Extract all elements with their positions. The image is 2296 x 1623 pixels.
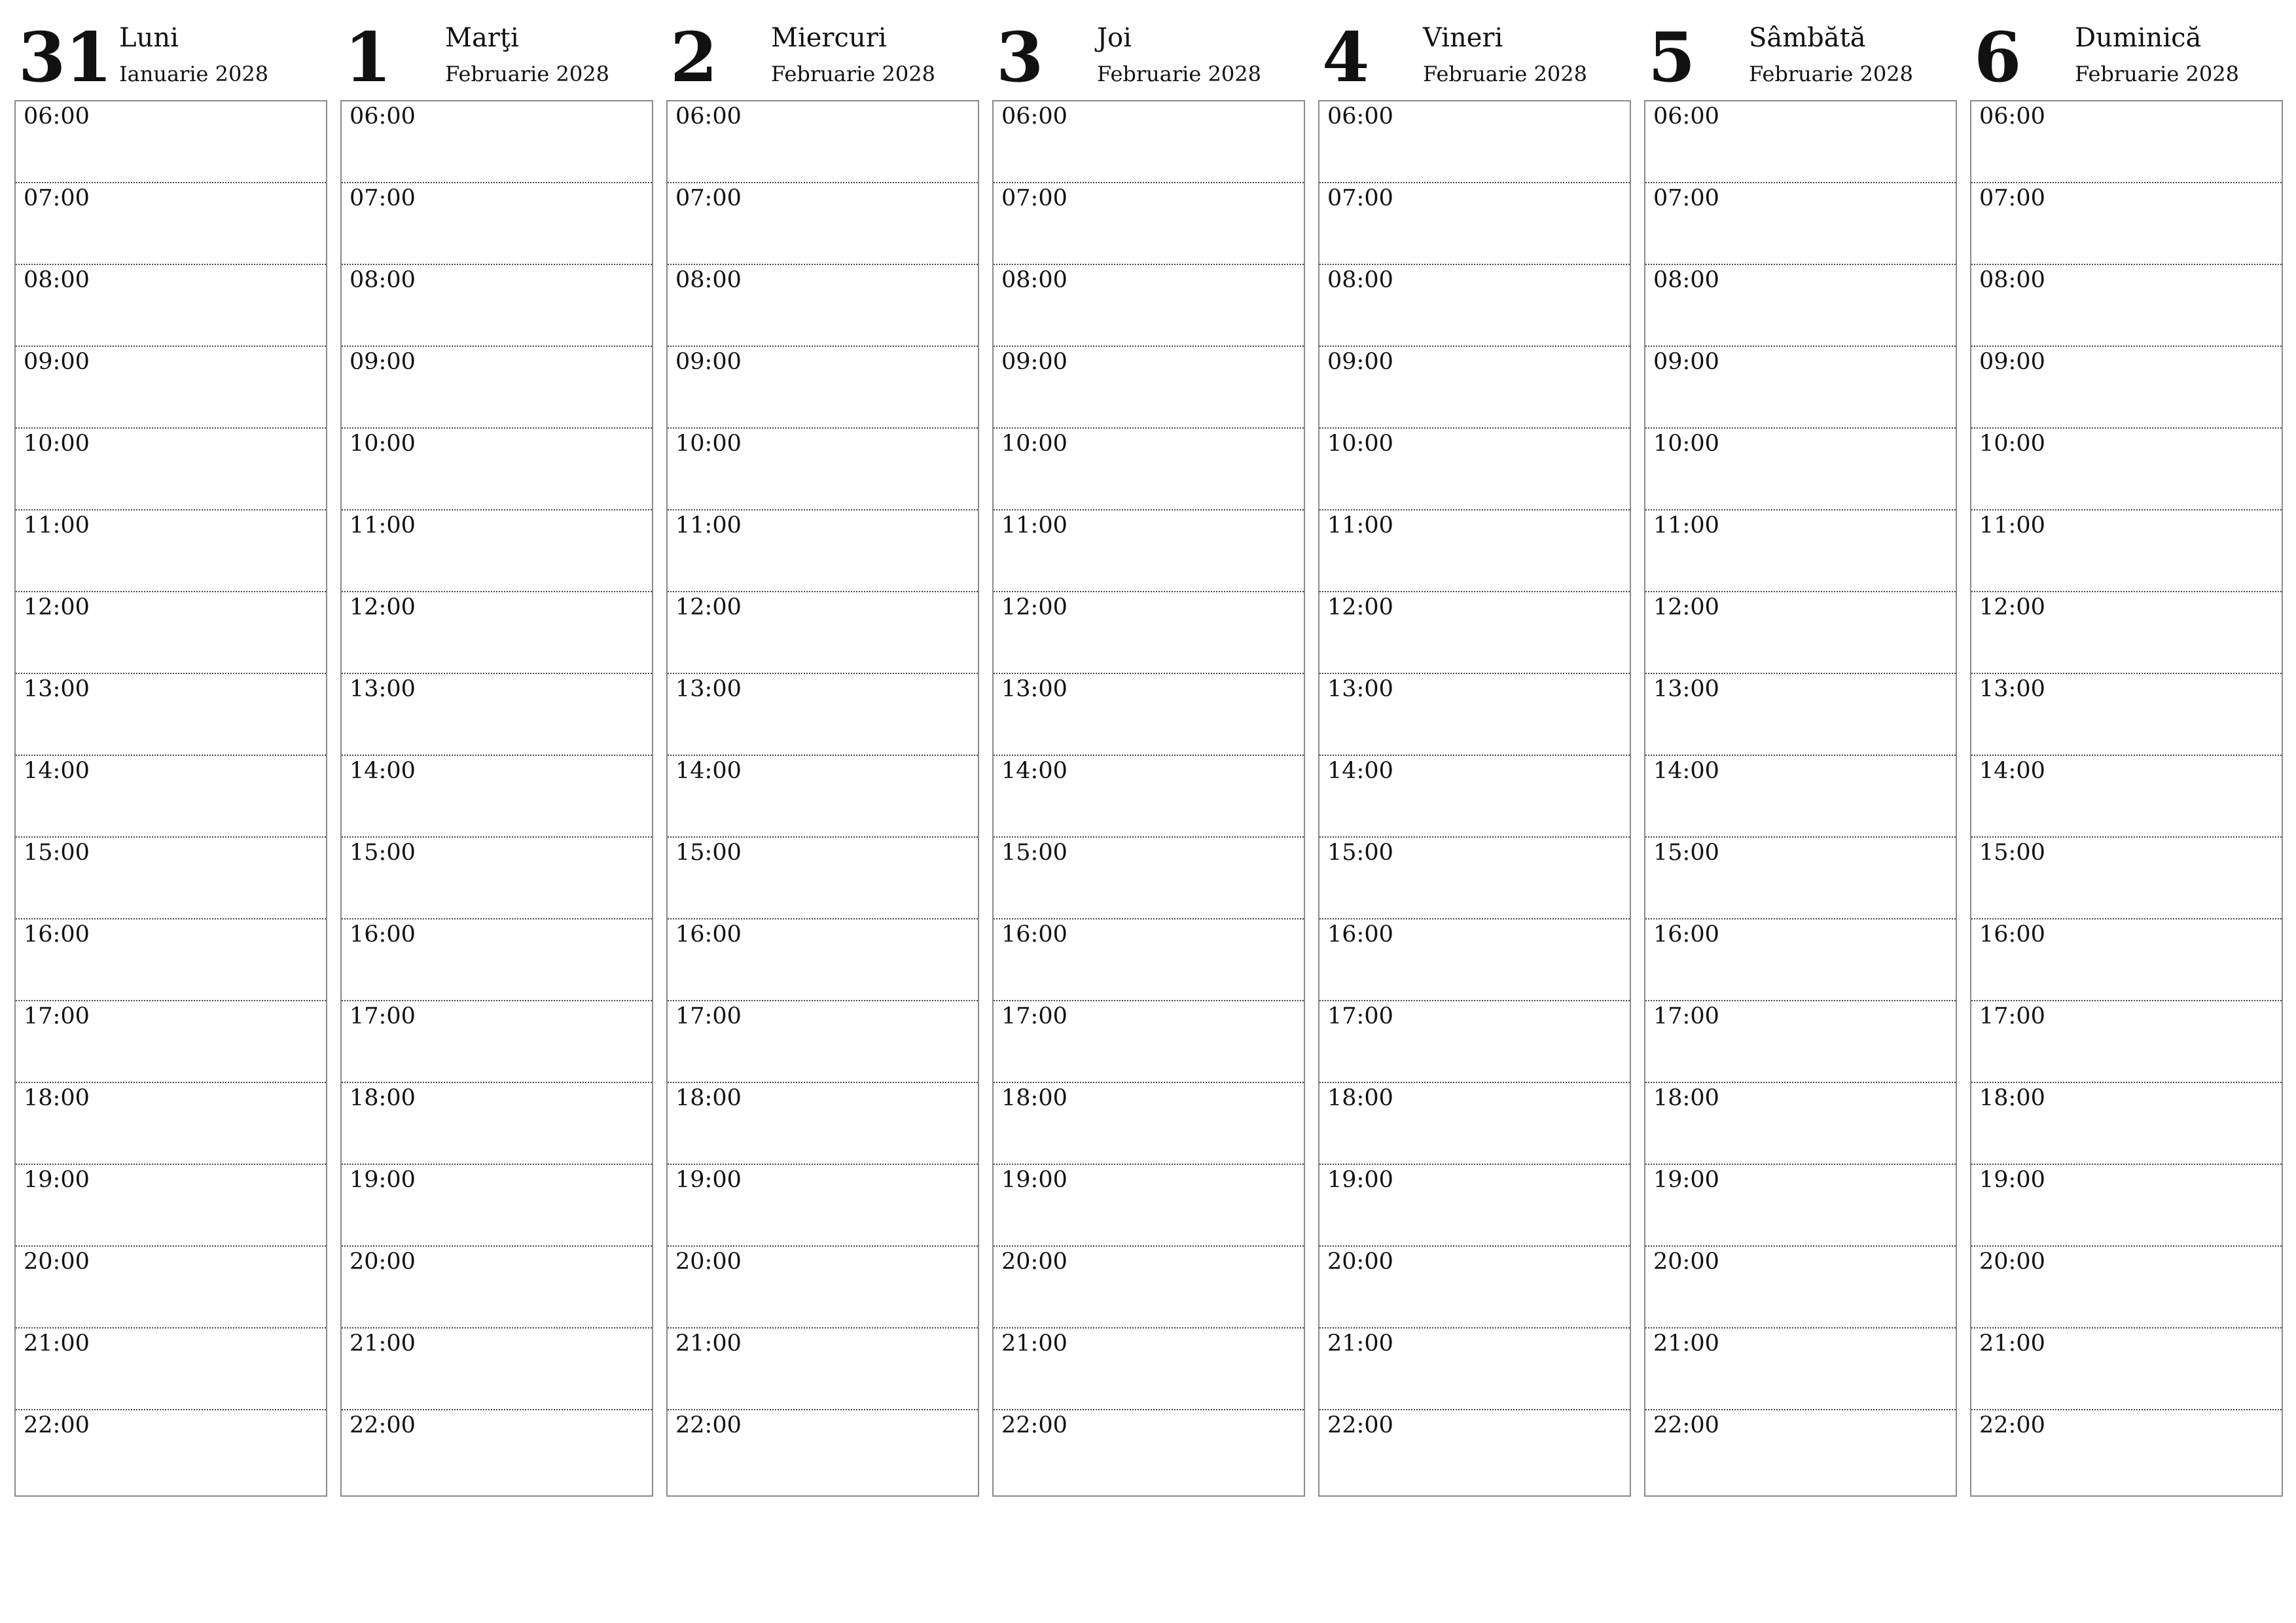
hour-label: 19:00 — [1327, 1167, 1393, 1193]
hour-label: 06:00 — [24, 103, 90, 130]
hour-slot[interactable] — [16, 756, 326, 838]
hour-label: 08:00 — [1653, 267, 1719, 293]
month-label: Ianuarie 2028 — [119, 62, 269, 86]
hour-label: 08:00 — [24, 267, 90, 293]
hour-slot[interactable] — [1645, 510, 1956, 592]
hour-label: 18:00 — [350, 1085, 416, 1111]
hour-label: 11:00 — [1653, 512, 1719, 539]
hour-label: 17:00 — [1001, 1003, 1067, 1029]
hour-slot[interactable] — [668, 674, 978, 756]
hour-label: 17:00 — [1653, 1003, 1719, 1029]
hour-slot[interactable] — [342, 1001, 652, 1083]
hour-label: 12:00 — [1653, 594, 1719, 620]
hour-slot[interactable] — [1971, 1001, 2282, 1083]
hour-slot[interactable] — [1971, 265, 2282, 347]
hour-label: 09:00 — [675, 349, 742, 375]
hour-label: 07:00 — [1001, 185, 1067, 211]
hour-slot[interactable] — [342, 674, 652, 756]
hour-slot[interactable] — [342, 838, 652, 919]
hour-slot[interactable] — [16, 429, 326, 510]
hour-label: 14:00 — [1001, 758, 1067, 784]
hour-slot[interactable] — [1645, 429, 1956, 510]
hour-slot[interactable] — [668, 101, 978, 183]
hour-label: 21:00 — [675, 1330, 742, 1357]
hour-label: 06:00 — [1001, 103, 1067, 130]
hour-label: 19:00 — [1001, 1167, 1067, 1193]
hour-slot[interactable] — [16, 101, 326, 183]
hour-label: 15:00 — [1653, 840, 1719, 866]
hour-slot[interactable] — [668, 183, 978, 265]
hour-slot[interactable] — [16, 838, 326, 919]
hour-label: 19:00 — [1979, 1167, 2045, 1193]
hour-label: 22:00 — [350, 1412, 416, 1438]
hour-slot[interactable] — [16, 1410, 326, 1495]
hour-slot[interactable] — [994, 429, 1304, 510]
hour-label: 18:00 — [24, 1085, 90, 1111]
hour-label: 06:00 — [675, 103, 742, 130]
hour-label: 06:00 — [1327, 103, 1393, 130]
hour-label: 10:00 — [675, 431, 742, 457]
hour-slot[interactable] — [1645, 1001, 1956, 1083]
hour-slot[interactable] — [994, 1083, 1304, 1165]
hour-label: 12:00 — [350, 594, 416, 620]
hour-slot[interactable] — [1645, 347, 1956, 429]
hour-grid — [1970, 100, 2283, 1497]
day-name: Vineri — [1423, 23, 1503, 53]
hour-label: 11:00 — [350, 512, 416, 539]
hour-slot[interactable] — [16, 674, 326, 756]
hour-slot[interactable] — [342, 183, 652, 265]
hour-slot[interactable] — [994, 510, 1304, 592]
hour-slot[interactable] — [16, 1001, 326, 1083]
hour-slot[interactable] — [1645, 756, 1956, 838]
hour-label: 16:00 — [1001, 921, 1067, 948]
hour-slot[interactable] — [1971, 592, 2282, 674]
hour-label: 12:00 — [1979, 594, 2045, 620]
hour-slot[interactable] — [1645, 919, 1956, 1001]
hour-label: 16:00 — [1653, 921, 1719, 948]
hour-slot[interactable] — [1319, 674, 1630, 756]
day-name: Marţi — [445, 23, 519, 53]
hour-label: 16:00 — [1327, 921, 1393, 948]
hour-label: 07:00 — [1653, 185, 1719, 211]
hour-label: 14:00 — [350, 758, 416, 784]
day-number: 2 — [670, 17, 717, 98]
hour-label: 20:00 — [1001, 1249, 1067, 1275]
hour-label: 21:00 — [1653, 1330, 1719, 1357]
hour-label: 07:00 — [675, 185, 742, 211]
hour-label: 09:00 — [1979, 349, 2045, 375]
hour-label: 20:00 — [24, 1249, 90, 1275]
hour-label: 11:00 — [1979, 512, 2045, 539]
hour-label: 18:00 — [1001, 1085, 1067, 1111]
hour-label: 15:00 — [24, 840, 90, 866]
hour-slot[interactable] — [994, 183, 1304, 265]
hour-label: 17:00 — [1979, 1003, 2045, 1029]
hour-slot[interactable] — [994, 1329, 1304, 1410]
hour-label: 19:00 — [1653, 1167, 1719, 1193]
hour-slot[interactable] — [1319, 592, 1630, 674]
hour-label: 16:00 — [1979, 921, 2045, 948]
hour-label: 10:00 — [1001, 431, 1067, 457]
day-name: Luni — [119, 23, 179, 53]
hour-label: 17:00 — [350, 1003, 416, 1029]
hour-grid — [340, 100, 653, 1497]
hour-label: 21:00 — [24, 1330, 90, 1357]
hour-label: 07:00 — [1979, 185, 2045, 211]
hour-slot[interactable] — [16, 265, 326, 347]
hour-label: 12:00 — [24, 594, 90, 620]
hour-label: 10:00 — [1327, 431, 1393, 457]
hour-label: 13:00 — [1327, 676, 1393, 702]
hour-slot[interactable] — [1645, 183, 1956, 265]
hour-slot[interactable] — [1319, 756, 1630, 838]
hour-label: 10:00 — [1979, 431, 2045, 457]
hour-slot[interactable] — [1319, 1329, 1630, 1410]
hour-slot[interactable] — [1645, 838, 1956, 919]
hour-label: 15:00 — [350, 840, 416, 866]
hour-slot[interactable] — [1645, 265, 1956, 347]
hour-slot[interactable] — [1645, 1247, 1956, 1329]
hour-slot[interactable] — [342, 1083, 652, 1165]
month-label: Februarie 2028 — [2075, 62, 2239, 86]
hour-label: 12:00 — [1001, 594, 1067, 620]
hour-label: 07:00 — [1327, 185, 1393, 211]
hour-slot[interactable] — [1971, 429, 2282, 510]
hour-slot[interactable] — [342, 1247, 652, 1329]
hour-label: 12:00 — [675, 594, 742, 620]
hour-label: 13:00 — [675, 676, 742, 702]
hour-label: 13:00 — [350, 676, 416, 702]
hour-slot[interactable] — [342, 101, 652, 183]
hour-slot[interactable] — [668, 838, 978, 919]
hour-label: 20:00 — [1979, 1249, 2045, 1275]
hour-label: 13:00 — [1001, 676, 1067, 702]
hour-label: 22:00 — [675, 1412, 742, 1438]
hour-grid — [1644, 100, 1957, 1497]
hour-slot[interactable] — [342, 429, 652, 510]
hour-label: 11:00 — [1001, 512, 1067, 539]
hour-label: 19:00 — [24, 1167, 90, 1193]
hour-slot[interactable] — [994, 838, 1304, 919]
hour-label: 14:00 — [1979, 758, 2045, 784]
hour-slot[interactable] — [1645, 1083, 1956, 1165]
hour-label: 13:00 — [24, 676, 90, 702]
hour-label: 17:00 — [1327, 1003, 1393, 1029]
hour-slot[interactable] — [1971, 101, 2282, 183]
day-name: Joi — [1097, 23, 1132, 53]
hour-label: 15:00 — [1001, 840, 1067, 866]
hour-slot[interactable] — [994, 1410, 1304, 1495]
hour-label: 17:00 — [24, 1003, 90, 1029]
hour-slot[interactable] — [1319, 838, 1630, 919]
hour-slot[interactable] — [668, 1001, 978, 1083]
month-label: Februarie 2028 — [1749, 62, 1913, 86]
hour-slot[interactable] — [668, 510, 978, 592]
hour-slot[interactable] — [668, 592, 978, 674]
hour-slot[interactable] — [16, 347, 326, 429]
hour-slot[interactable] — [342, 1165, 652, 1247]
hour-label: 09:00 — [24, 349, 90, 375]
hour-slot[interactable] — [1319, 1247, 1630, 1329]
hour-label: 18:00 — [1327, 1085, 1393, 1111]
hour-slot[interactable] — [1971, 510, 2282, 592]
hour-label: 06:00 — [1979, 103, 2045, 130]
hour-slot[interactable] — [1971, 674, 2282, 756]
hour-slot[interactable] — [668, 1247, 978, 1329]
month-label: Februarie 2028 — [1097, 62, 1261, 86]
day-name: Sâmbătă — [1749, 23, 1866, 53]
hour-label: 22:00 — [1327, 1412, 1393, 1438]
hour-label: 06:00 — [1653, 103, 1719, 130]
hour-label: 18:00 — [1653, 1085, 1719, 1111]
hour-label: 08:00 — [350, 267, 416, 293]
hour-label: 09:00 — [1001, 349, 1067, 375]
hour-label: 11:00 — [1327, 512, 1393, 539]
hour-slot[interactable] — [1319, 265, 1630, 347]
hour-slot[interactable] — [668, 347, 978, 429]
hour-label: 16:00 — [24, 921, 90, 948]
hour-slot[interactable] — [342, 592, 652, 674]
hour-slot[interactable] — [994, 1247, 1304, 1329]
hour-label: 19:00 — [675, 1167, 742, 1193]
hour-slot[interactable] — [668, 1165, 978, 1247]
hour-slot[interactable] — [668, 1329, 978, 1410]
hour-slot[interactable] — [1645, 1165, 1956, 1247]
hour-label: 15:00 — [1979, 840, 2045, 866]
hour-label: 07:00 — [24, 185, 90, 211]
hour-slot[interactable] — [1319, 919, 1630, 1001]
day-name: Duminică — [2075, 23, 2202, 53]
hour-slot[interactable] — [1645, 101, 1956, 183]
hour-slot[interactable] — [1319, 510, 1630, 592]
hour-label: 10:00 — [1653, 431, 1719, 457]
hour-label: 07:00 — [350, 185, 416, 211]
hour-label: 14:00 — [675, 758, 742, 784]
hour-label: 09:00 — [350, 349, 416, 375]
hour-slot[interactable] — [16, 510, 326, 592]
hour-slot[interactable] — [1319, 1083, 1630, 1165]
hour-slot[interactable] — [1645, 592, 1956, 674]
day-number: 1 — [344, 17, 391, 98]
hour-label: 20:00 — [675, 1249, 742, 1275]
hour-slot[interactable] — [1971, 919, 2282, 1001]
hour-label: 14:00 — [1653, 758, 1719, 784]
hour-label: 20:00 — [1327, 1249, 1393, 1275]
hour-slot[interactable] — [994, 101, 1304, 183]
hour-slot[interactable] — [342, 1410, 652, 1495]
hour-slot[interactable] — [16, 183, 326, 265]
hour-slot[interactable] — [16, 592, 326, 674]
hour-label: 08:00 — [1979, 267, 2045, 293]
hour-label: 14:00 — [1327, 758, 1393, 784]
hour-label: 22:00 — [1653, 1412, 1719, 1438]
hour-label: 08:00 — [1001, 267, 1067, 293]
hour-slot[interactable] — [994, 592, 1304, 674]
hour-slot[interactable] — [1319, 347, 1630, 429]
hour-label: 15:00 — [675, 840, 742, 866]
hour-label: 08:00 — [1327, 267, 1393, 293]
hour-slot[interactable] — [994, 674, 1304, 756]
hour-slot[interactable] — [1971, 1165, 2282, 1247]
hour-slot[interactable] — [1319, 101, 1630, 183]
hour-slot[interactable] — [342, 1329, 652, 1410]
hour-label: 13:00 — [1979, 676, 2045, 702]
hour-slot[interactable] — [1971, 838, 2282, 919]
day-number: 4 — [1322, 17, 1369, 98]
hour-label: 16:00 — [350, 921, 416, 948]
hour-slot[interactable] — [994, 347, 1304, 429]
hour-grid — [992, 100, 1305, 1497]
hour-slot[interactable] — [994, 1001, 1304, 1083]
hour-label: 16:00 — [675, 921, 742, 948]
hour-label: 10:00 — [24, 431, 90, 457]
hour-slot[interactable] — [1319, 429, 1630, 510]
hour-slot[interactable] — [1319, 1165, 1630, 1247]
day-name: Miercuri — [771, 23, 887, 53]
hour-label: 21:00 — [1979, 1330, 2045, 1357]
hour-slot[interactable] — [1319, 183, 1630, 265]
hour-slot[interactable] — [1971, 1247, 2282, 1329]
hour-slot[interactable] — [1971, 756, 2282, 838]
hour-label: 17:00 — [675, 1003, 742, 1029]
hour-slot[interactable] — [16, 1329, 326, 1410]
hour-slot[interactable] — [1971, 1410, 2282, 1495]
hour-slot[interactable] — [994, 919, 1304, 1001]
hour-grid — [14, 100, 327, 1497]
hour-slot[interactable] — [342, 756, 652, 838]
hour-label: 20:00 — [350, 1249, 416, 1275]
hour-slot[interactable] — [1319, 1410, 1630, 1495]
month-label: Februarie 2028 — [445, 62, 609, 86]
hour-label: 21:00 — [350, 1330, 416, 1357]
hour-label: 10:00 — [350, 431, 416, 457]
hour-grid — [1318, 100, 1631, 1497]
hour-label: 21:00 — [1327, 1330, 1393, 1357]
month-label: Februarie 2028 — [1423, 62, 1587, 86]
hour-slot[interactable] — [1971, 347, 2282, 429]
hour-slot[interactable] — [1971, 1329, 2282, 1410]
hour-slot[interactable] — [668, 265, 978, 347]
hour-label: 12:00 — [1327, 594, 1393, 620]
hour-slot[interactable] — [16, 1165, 326, 1247]
hour-label: 22:00 — [1979, 1412, 2045, 1438]
hour-slot[interactable] — [1971, 1083, 2282, 1165]
hour-label: 20:00 — [1653, 1249, 1719, 1275]
hour-slot[interactable] — [342, 347, 652, 429]
hour-slot[interactable] — [1971, 183, 2282, 265]
month-label: Februarie 2028 — [771, 62, 935, 86]
hour-label: 19:00 — [350, 1167, 416, 1193]
hour-slot[interactable] — [668, 1410, 978, 1495]
hour-slot[interactable] — [994, 756, 1304, 838]
hour-grid — [666, 100, 979, 1497]
hour-label: 18:00 — [675, 1085, 742, 1111]
hour-slot[interactable] — [1319, 1001, 1630, 1083]
hour-label: 22:00 — [1001, 1412, 1067, 1438]
day-number: 31 — [18, 17, 112, 98]
hour-slot[interactable] — [16, 1083, 326, 1165]
hour-label: 11:00 — [24, 512, 90, 539]
hour-label: 15:00 — [1327, 840, 1393, 866]
hour-slot[interactable] — [342, 265, 652, 347]
hour-label: 21:00 — [1001, 1330, 1067, 1357]
hour-label: 11:00 — [675, 512, 742, 539]
day-number: 6 — [1974, 17, 2021, 98]
day-number: 3 — [996, 17, 1043, 98]
day-number: 5 — [1648, 17, 1695, 98]
hour-label: 08:00 — [675, 267, 742, 293]
hour-label: 14:00 — [24, 758, 90, 784]
hour-slot[interactable] — [1645, 1329, 1956, 1410]
hour-slot[interactable] — [1645, 674, 1956, 756]
hour-label: 18:00 — [1979, 1085, 2045, 1111]
hour-slot[interactable] — [994, 1165, 1304, 1247]
hour-slot[interactable] — [342, 919, 652, 1001]
hour-label: 09:00 — [1653, 349, 1719, 375]
hour-label: 22:00 — [24, 1412, 90, 1438]
hour-slot[interactable] — [16, 919, 326, 1001]
hour-label: 06:00 — [350, 103, 416, 130]
hour-slot[interactable] — [342, 510, 652, 592]
hour-slot[interactable] — [668, 756, 978, 838]
hour-slot[interactable] — [668, 1083, 978, 1165]
hour-label: 09:00 — [1327, 349, 1393, 375]
hour-slot[interactable] — [994, 265, 1304, 347]
hour-label: 13:00 — [1653, 676, 1719, 702]
hour-slot[interactable] — [668, 429, 978, 510]
hour-slot[interactable] — [1645, 1410, 1956, 1495]
hour-slot[interactable] — [16, 1247, 326, 1329]
hour-slot[interactable] — [668, 919, 978, 1001]
